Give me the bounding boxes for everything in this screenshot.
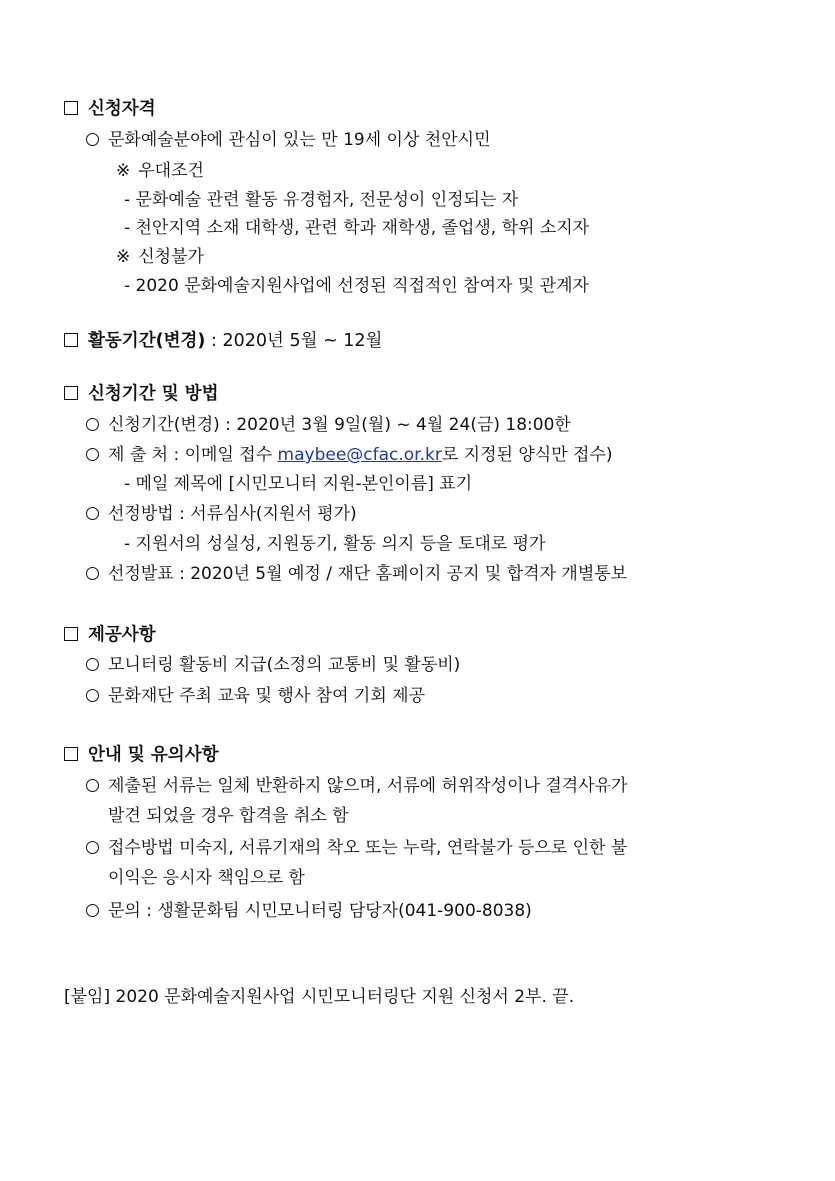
submit-note: - 메일 제목에 [시민모니터 지원-본인이름] 표기 bbox=[124, 474, 473, 494]
selection-announcement: 선정발표 : 2020년 5월 예정 / 재단 홈페이지 공지 및 합격자 개별통보 bbox=[86, 562, 627, 586]
application-deadline: 신청기간(변경) : 2020년 3월 9일(월) ~ 4월 24(금) 18:00한 bbox=[86, 413, 571, 437]
preferred-condition: - 천안지역 소재 대학생, 관련 학과 재학생, 졸업생, 학위 소지자 bbox=[124, 218, 590, 238]
circle-bullet-icon bbox=[86, 567, 99, 580]
note-item: 접수방법 미숙지, 서류기재의 착오 또는 누락, 연락불가 등으로 인한 불 bbox=[86, 836, 627, 860]
checkbox-square-icon bbox=[64, 386, 78, 400]
preferred-condition: - 문화예술 관련 활동 유경험자, 전문성이 인정되는 자 bbox=[124, 190, 519, 210]
section-application-heading: 신청기간 및 방법 bbox=[64, 382, 219, 406]
section-benefits-heading: 제공사항 bbox=[64, 623, 156, 647]
note-item-continuation: 발견 되었을 경우 합격을 취소 함 bbox=[108, 806, 349, 826]
checkbox-square-icon bbox=[64, 101, 78, 115]
checkbox-square-icon bbox=[64, 627, 78, 641]
section-notes-heading: 안내 및 유의사항 bbox=[64, 743, 219, 767]
selection-note: - 지원서의 성실성, 지원동기, 활동 의지 등을 토대로 평가 bbox=[124, 534, 546, 554]
circle-bullet-icon bbox=[86, 133, 99, 146]
period-value: : 2020년 5월 ~ 12월 bbox=[205, 331, 383, 351]
ineligible-condition: - 2020 문화예술지원사업에 선정된 직접적인 참여자 및 관계자 bbox=[124, 276, 589, 296]
application-submit: 제 출 처 : 이메일 접수 maybee@cfac.or.kr로 지정된 양식만 접수) bbox=[86, 443, 613, 467]
benefit-item: 문화재단 주최 교육 및 행사 참여 기회 제공 bbox=[86, 684, 425, 708]
circle-bullet-icon bbox=[86, 418, 99, 431]
circle-bullet-icon bbox=[86, 658, 99, 671]
note-item: 제출된 서류는 일체 반환하지 않으며, 서류에 허위작성이나 결격사유가 bbox=[86, 774, 627, 798]
section-period-heading: 활동기간(변경) : 2020년 5월 ~ 12월 bbox=[64, 329, 382, 353]
preferred-conditions-label: ※ 우대조건 bbox=[116, 161, 204, 181]
circle-bullet-icon bbox=[86, 779, 99, 792]
email-link[interactable]: maybee@cfac.or.kr bbox=[277, 445, 442, 465]
circle-bullet-icon bbox=[86, 689, 99, 702]
benefit-item: 모니터링 활동비 지급(소정의 교통비 및 활동비) bbox=[86, 653, 460, 677]
checkbox-square-icon bbox=[64, 333, 78, 347]
reference-mark-icon: ※ bbox=[116, 247, 131, 267]
note-item-contact: 문의 : 생활문화팀 시민모니터링 담당자(041-900-8038) bbox=[86, 899, 532, 923]
attachment-note: [붙임] 2020 문화예술지원사업 시민모니터링단 지원 신청서 2부. 끝. bbox=[64, 987, 575, 1007]
selection-method: 선정방법 : 서류심사(지원서 평가) bbox=[86, 502, 357, 526]
note-item-continuation: 이익은 응시자 책임으로 함 bbox=[108, 868, 305, 888]
checkbox-square-icon bbox=[64, 747, 78, 761]
reference-mark-icon: ※ bbox=[116, 161, 131, 181]
section-eligibility-heading: 신청자격 bbox=[64, 97, 156, 121]
circle-bullet-icon bbox=[86, 841, 99, 854]
circle-bullet-icon bbox=[86, 507, 99, 520]
ineligible-label: ※ 신청불가 bbox=[116, 247, 204, 267]
circle-bullet-icon bbox=[86, 904, 99, 917]
eligibility-item: 문화예술분야에 관심이 있는 만 19세 이상 천안시민 bbox=[86, 128, 491, 152]
circle-bullet-icon bbox=[86, 448, 99, 461]
